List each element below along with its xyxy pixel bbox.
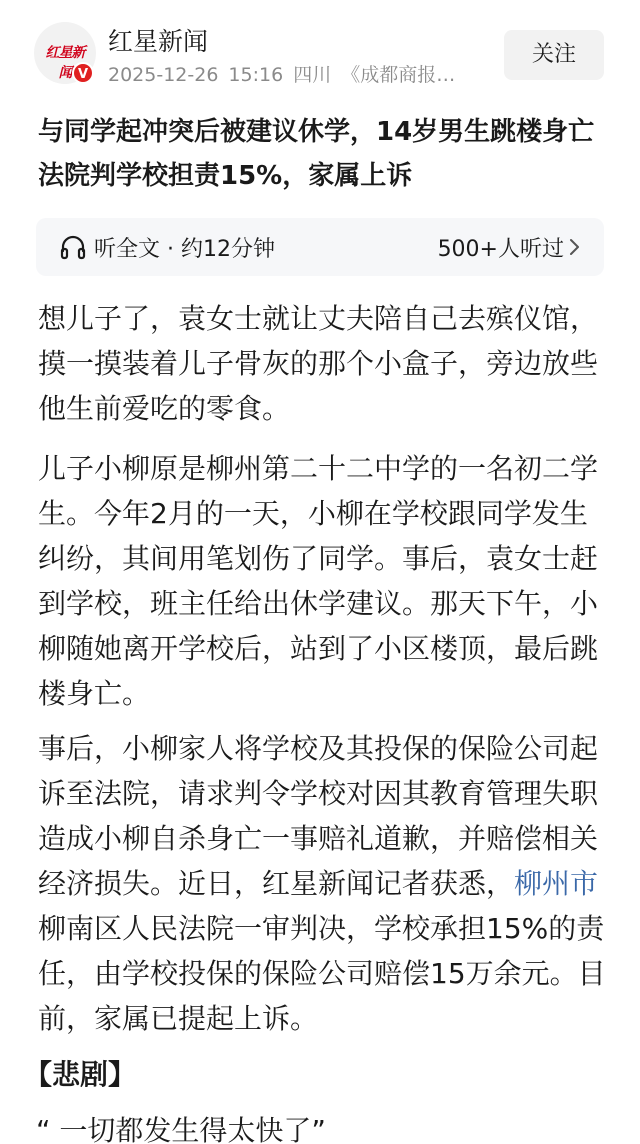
publish-date: 2025-12-26: [108, 64, 219, 86]
paragraph-1: 想儿子了，袁女士就让丈夫陪自己去殡仪馆，摸一摸装着儿子骨灰的那个小盒子，旁边放些他生前爱吃的零食。: [38, 302, 599, 425]
logo-text: 红星新闻: [45, 45, 85, 81]
follow-button[interactable]: 关注: [504, 30, 604, 80]
quote-line: “ 一切都发生得太快了”: [36, 1114, 326, 1144]
chevron-right-icon: [568, 236, 582, 258]
paragraph-3-text-b: 柳南区人民法院一审判决，学校承担15%的责任，由学校投保的保险公司赔偿15万余元。目前，家属已提起上诉。: [38, 912, 606, 1035]
source-logo[interactable]: [34, 22, 96, 84]
section-heading: 【悲剧】: [24, 1058, 137, 1091]
publish-time: 15:16: [228, 64, 284, 86]
publish-meta: [108, 60, 488, 87]
paragraph-2: 儿子小柳原是柳州第二十二中学的一名初二学生。今年2月的一天，小柳在学校跟同学发生纠纷，其间用笔划伤了同学。事后，袁女士赶到学校，班主任给出休学建议。那天下午，小柳随她离开学校后，站到了小区楼顶，最后跳楼身亡。: [38, 452, 599, 710]
publish-origin: 《成都商报…: [341, 64, 456, 86]
paragraph-3-text-a: 事后，小柳家人将学校及其投保的保险公司起诉至法院，请求判令学校对因其教育管理失职造成小柳自杀身亡一事赔礼道歉，并赔偿相关经济损失。近日，红星新闻记者获悉，: [38, 732, 599, 900]
source-name[interactable]: 红星新闻: [108, 27, 209, 56]
listen-label: 听全文 · 约12分钟: [94, 237, 275, 262]
place-link-liuzhou[interactable]: 柳州市: [514, 867, 599, 900]
paragraph-3: [38, 726, 610, 1041]
article-header: [0, 0, 640, 100]
listen-count: 500+人听过: [437, 237, 564, 262]
verified-badge-icon: V: [72, 62, 94, 84]
listen-full-text-bar[interactable]: [36, 218, 604, 276]
headphones-icon: [60, 234, 86, 260]
publish-location: 四川: [293, 64, 332, 86]
article-title: 与同学起冲突后被建议休学，14岁男生跳楼身亡 法院判学校担责15%，家属上诉: [38, 117, 595, 191]
